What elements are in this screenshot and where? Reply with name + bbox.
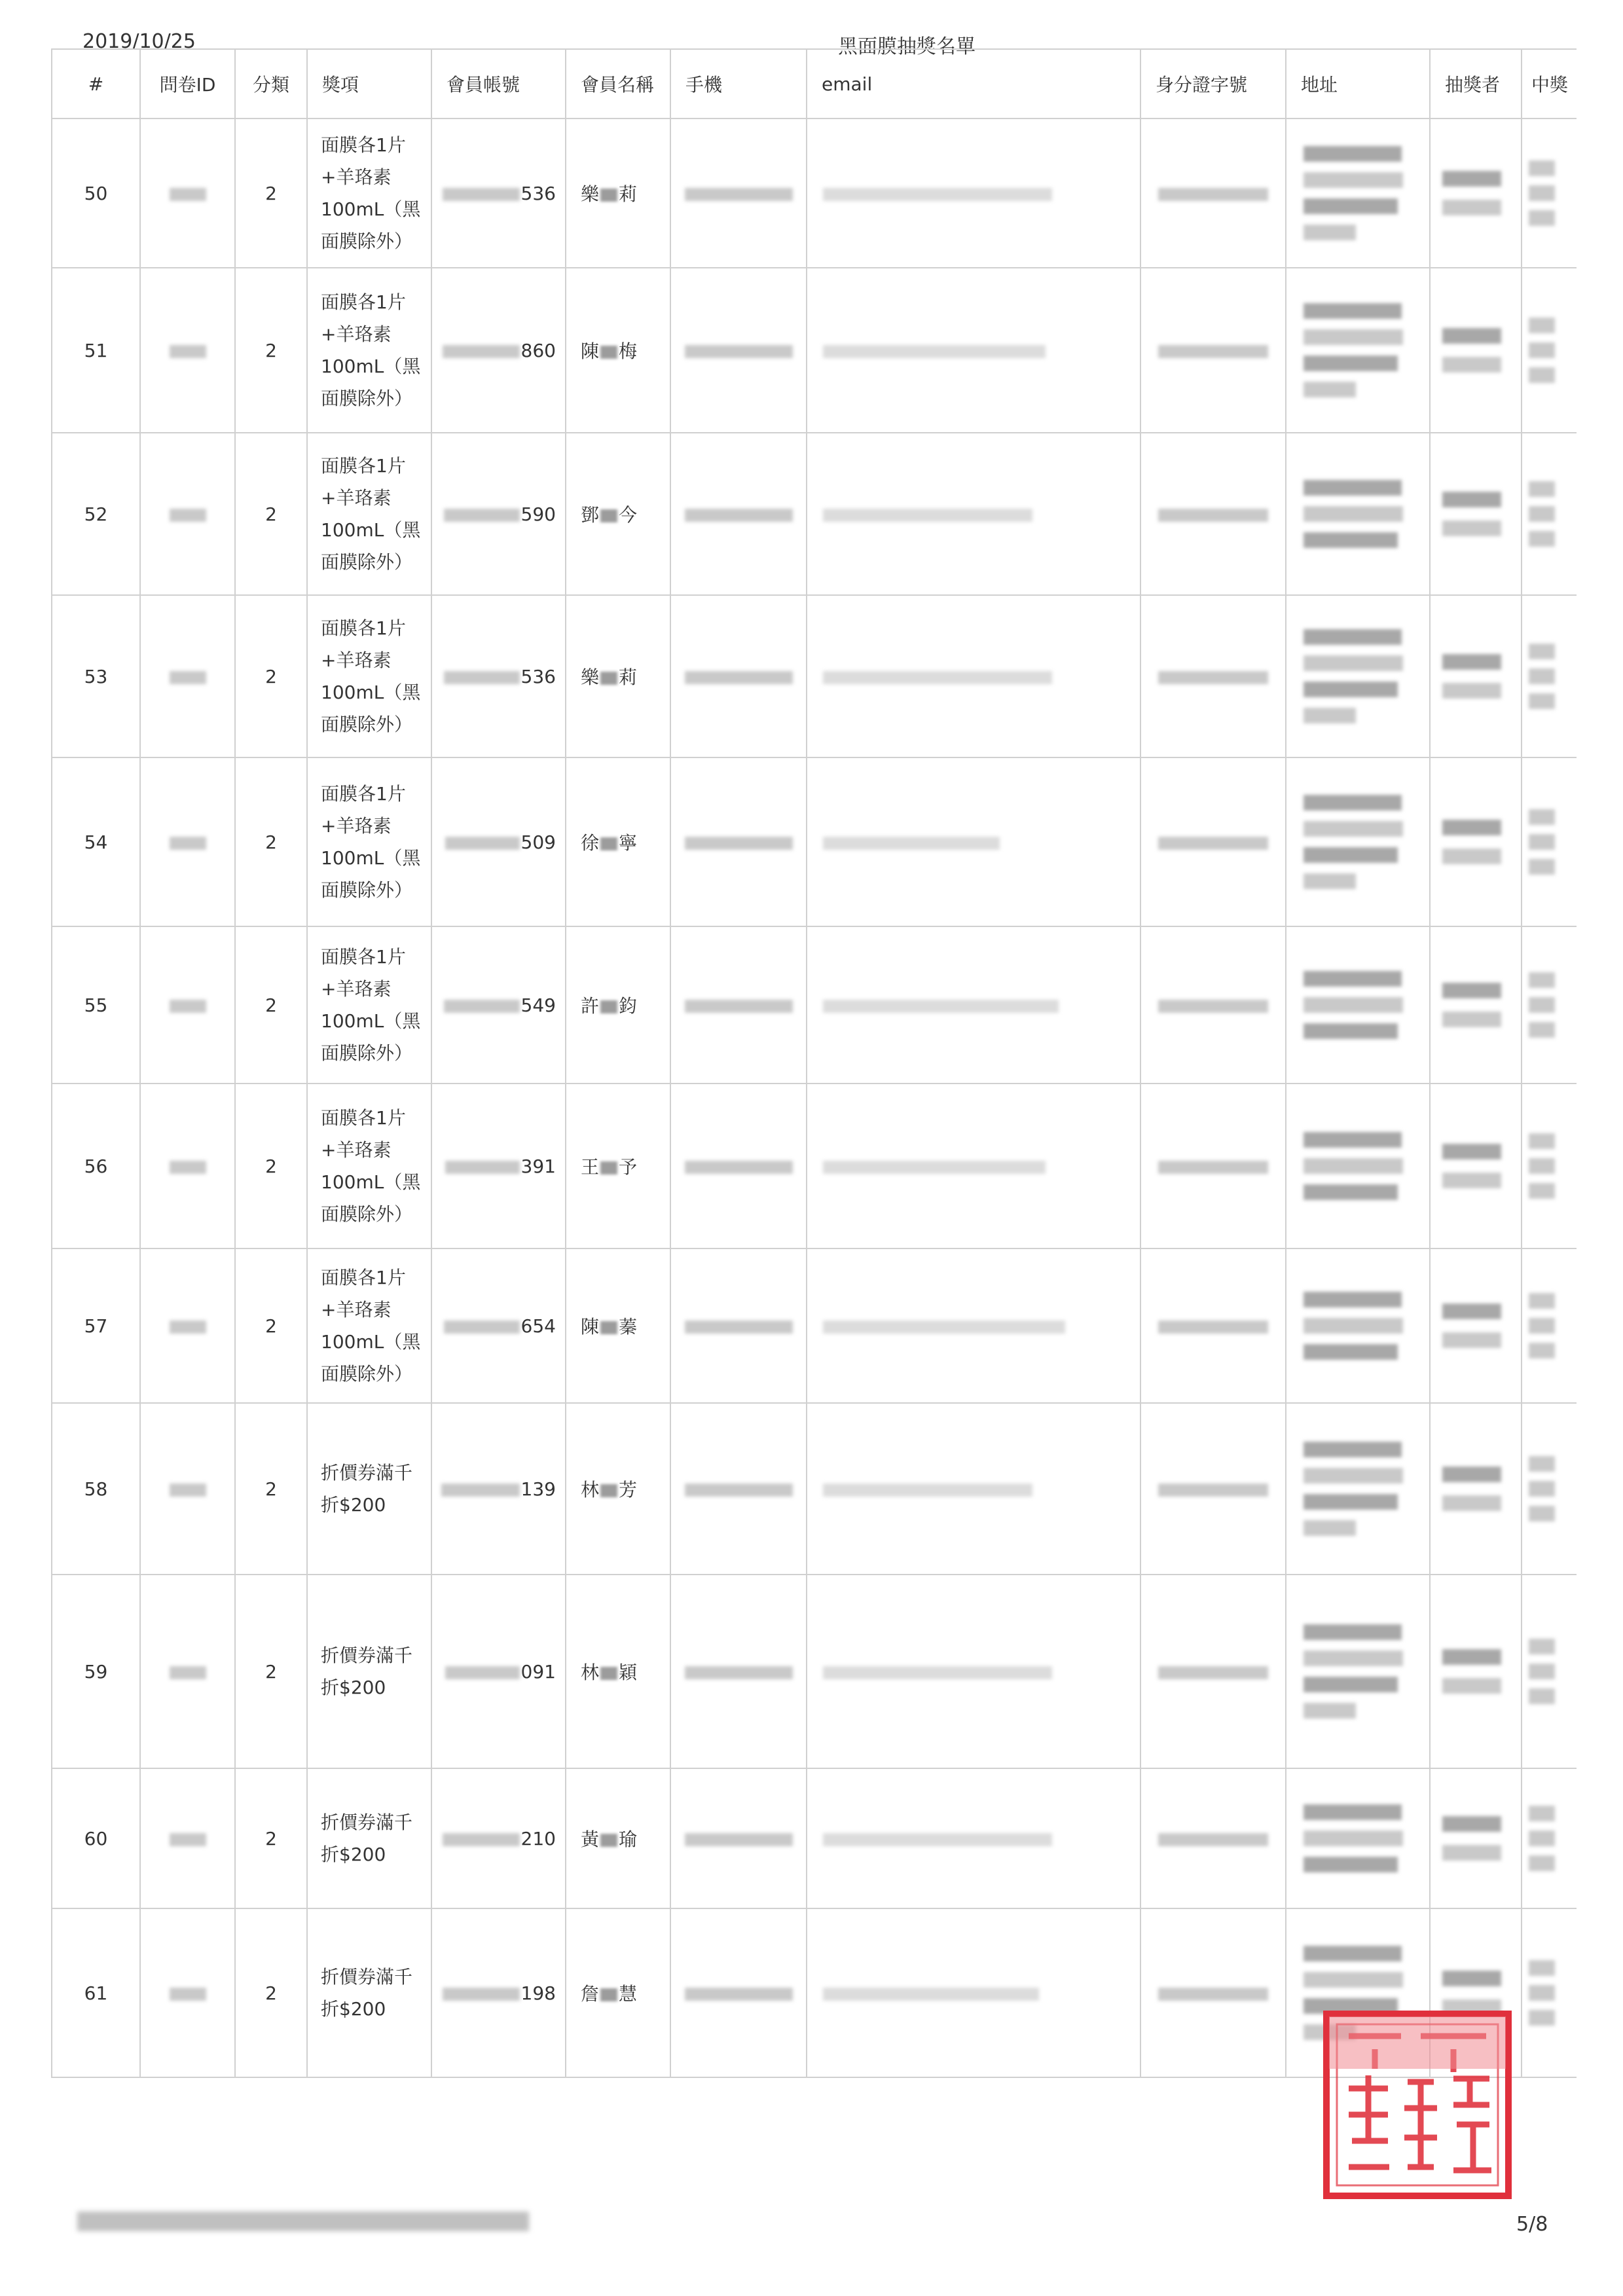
table-row [52, 1248, 1577, 1403]
category-cell: 2 [235, 595, 307, 757]
member-name-cell [566, 1403, 670, 1575]
row-number: 56 [52, 1084, 140, 1248]
email-redacted [807, 757, 1140, 926]
table-row [52, 433, 1577, 595]
drawer-redacted [1430, 595, 1522, 757]
winners-table-wrapper [51, 48, 1577, 2108]
category-cell: 2 [235, 1403, 307, 1575]
member-name-cell [566, 757, 670, 926]
prize-cell [307, 1084, 431, 1248]
prize-line: 100mL（黑 [321, 682, 421, 703]
category-cell: 2 [235, 118, 307, 268]
account-suffix: 549 [520, 994, 556, 1016]
category-cell: 2 [235, 433, 307, 595]
id-number-redacted [1140, 268, 1286, 433]
email-redacted [807, 268, 1140, 433]
member-name-cell [566, 1908, 670, 2077]
survey-id-redacted [140, 1084, 235, 1248]
account-cell [431, 268, 566, 433]
name-first-char: 陳 [581, 340, 600, 362]
col-header-member-name: 會員名稱 [566, 49, 670, 118]
name-last-char: 瑜 [619, 1829, 638, 1850]
prize-line: 折價券滿千 [321, 1812, 413, 1833]
prize-line: 折$200 [321, 1494, 386, 1516]
col-header-email: email [807, 49, 1140, 118]
account-cell [431, 433, 566, 595]
prize-line: 面膜除外） [321, 1363, 413, 1385]
address-redacted [1286, 1768, 1430, 1908]
prize-line: +羊珞素 [321, 978, 392, 1000]
name-last-char: 梅 [619, 340, 638, 362]
table-row [52, 1768, 1577, 1908]
prize-line: 面膜各1片 [321, 946, 406, 968]
drawer-redacted [1430, 433, 1522, 595]
col-header-id-number: 身分證字號 [1140, 49, 1286, 118]
drawer-redacted [1430, 1768, 1522, 1908]
prize-line: 面膜各1片 [321, 291, 406, 313]
category-cell: 2 [235, 1084, 307, 1248]
drawer-redacted [1430, 926, 1522, 1084]
id-number-redacted [1140, 1908, 1286, 2077]
account-suffix: 590 [520, 503, 556, 525]
prize-line: 100mL（黑 [321, 1171, 421, 1193]
row-number: 52 [52, 433, 140, 595]
prize-line: 面膜除外） [321, 1203, 413, 1225]
winner-redacted [1522, 595, 1577, 757]
prize-line: 面膜各1片 [321, 1267, 406, 1288]
prize-line: 面膜除外） [321, 551, 413, 573]
account-cell [431, 1248, 566, 1403]
drawer-redacted [1430, 268, 1522, 433]
address-redacted [1286, 118, 1430, 268]
account-suffix: 509 [520, 831, 556, 853]
survey-id-redacted [140, 1403, 235, 1575]
drawer-redacted [1430, 757, 1522, 926]
name-first-char: 詹 [581, 1983, 600, 2005]
category-cell: 2 [235, 1248, 307, 1403]
col-header-mobile: 手機 [670, 49, 807, 118]
name-last-char: 今 [619, 504, 638, 526]
id-number-redacted [1140, 595, 1286, 757]
row-number: 60 [52, 1768, 140, 1908]
address-redacted [1286, 926, 1430, 1084]
mobile-redacted [670, 595, 807, 757]
table-row [52, 595, 1577, 757]
id-number-redacted [1140, 1248, 1286, 1403]
member-name-cell [566, 1575, 670, 1768]
prize-line: 面膜除外） [321, 230, 413, 252]
member-name-cell [566, 1084, 670, 1248]
member-name-cell [566, 1248, 670, 1403]
row-number: 50 [52, 118, 140, 268]
name-first-char: 徐 [581, 832, 600, 854]
prize-cell [307, 1908, 431, 2077]
id-number-redacted [1140, 757, 1286, 926]
address-redacted [1286, 268, 1430, 433]
col-header-num: # [52, 49, 140, 118]
id-number-redacted [1140, 433, 1286, 595]
prize-cell [307, 118, 431, 268]
print-date: 2019/10/25 [82, 30, 196, 53]
mobile-redacted [670, 757, 807, 926]
row-number: 61 [52, 1908, 140, 2077]
member-name-cell [566, 118, 670, 268]
prize-line: 折價券滿千 [321, 1966, 413, 1988]
address-redacted [1286, 757, 1430, 926]
col-header-prize: 獎項 [307, 49, 431, 118]
account-suffix: 391 [520, 1155, 556, 1177]
prize-line: 100mL（黑 [321, 519, 421, 541]
drawer-redacted [1430, 118, 1522, 268]
account-suffix: 210 [520, 1827, 556, 1850]
mobile-redacted [670, 433, 807, 595]
email-redacted [807, 1575, 1140, 1768]
name-last-char: 慧 [619, 1983, 638, 2005]
survey-id-redacted [140, 118, 235, 268]
col-header-survey-id: 問卷ID [140, 49, 235, 118]
name-last-char: 穎 [619, 1662, 638, 1683]
prize-line: 面膜各1片 [321, 1107, 406, 1129]
mobile-redacted [670, 1908, 807, 2077]
account-cell [431, 757, 566, 926]
survey-id-redacted [140, 595, 235, 757]
email-redacted [807, 926, 1140, 1084]
prize-line: 面膜各1片 [321, 617, 406, 639]
account-suffix: 654 [520, 1315, 556, 1337]
category-cell: 2 [235, 926, 307, 1084]
mobile-redacted [670, 1768, 807, 1908]
prize-line: 100mL（黑 [321, 847, 421, 869]
survey-id-redacted [140, 926, 235, 1084]
name-first-char: 樂 [581, 666, 600, 688]
mobile-redacted [670, 268, 807, 433]
email-redacted [807, 1248, 1140, 1403]
table-row [52, 1084, 1577, 1248]
account-cell [431, 926, 566, 1084]
email-redacted [807, 1084, 1140, 1248]
survey-id-redacted [140, 1768, 235, 1908]
table-row [52, 118, 1577, 268]
mobile-redacted [670, 1575, 807, 1768]
account-cell [431, 118, 566, 268]
prize-line: 折$200 [321, 1677, 386, 1698]
account-cell [431, 1084, 566, 1248]
drawer-redacted [1430, 1248, 1522, 1403]
prize-cell [307, 926, 431, 1084]
winner-redacted [1522, 757, 1577, 926]
prize-line: 折$200 [321, 1998, 386, 2020]
prize-line: +羊珞素 [321, 1299, 392, 1321]
account-suffix: 091 [520, 1660, 556, 1683]
member-name-cell [566, 1768, 670, 1908]
prize-line: 面膜除外） [321, 1042, 413, 1064]
name-first-char: 黃 [581, 1829, 600, 1850]
mobile-redacted [670, 1248, 807, 1403]
account-cell [431, 595, 566, 757]
category-cell: 2 [235, 1768, 307, 1908]
name-last-char: 寧 [619, 832, 638, 854]
name-first-char: 陳 [581, 1316, 600, 1338]
prize-line: 折價券滿千 [321, 1645, 413, 1666]
table-row [52, 757, 1577, 926]
row-number: 54 [52, 757, 140, 926]
prize-line: 100mL（黑 [321, 355, 421, 377]
email-redacted [807, 1908, 1140, 2077]
row-number: 55 [52, 926, 140, 1084]
table-row [52, 1403, 1577, 1575]
row-number: 58 [52, 1403, 140, 1575]
prize-line: +羊珞素 [321, 649, 392, 671]
prize-cell [307, 433, 431, 595]
id-number-redacted [1140, 926, 1286, 1084]
address-redacted [1286, 1248, 1430, 1403]
winner-redacted [1522, 1575, 1577, 1768]
email-redacted [807, 118, 1140, 268]
account-suffix: 139 [520, 1478, 556, 1500]
prize-cell [307, 1768, 431, 1908]
table-header-row [52, 49, 1577, 118]
account-cell [431, 1768, 566, 1908]
prize-line: 面膜除外） [321, 714, 413, 735]
account-suffix: 536 [520, 665, 556, 687]
col-header-account: 會員帳號 [431, 49, 566, 118]
prize-line: +羊珞素 [321, 1139, 392, 1161]
mobile-redacted [670, 118, 807, 268]
survey-id-redacted [140, 268, 235, 433]
row-number: 59 [52, 1575, 140, 1768]
row-number: 53 [52, 595, 140, 757]
mobile-redacted [670, 926, 807, 1084]
prize-line: 100mL（黑 [321, 1331, 421, 1353]
table-row [52, 1575, 1577, 1768]
winner-redacted [1522, 926, 1577, 1084]
winner-redacted [1522, 1403, 1577, 1575]
prize-line: +羊珞素 [321, 323, 392, 345]
prize-cell [307, 1575, 431, 1768]
address-redacted [1286, 1403, 1430, 1575]
footer-url-redacted [77, 2212, 529, 2231]
address-redacted [1286, 1575, 1430, 1768]
prize-line: 面膜各1片 [321, 134, 406, 156]
name-first-char: 許 [581, 995, 600, 1017]
drawer-redacted [1430, 1084, 1522, 1248]
name-first-char: 林 [581, 1479, 600, 1501]
category-cell: 2 [235, 757, 307, 926]
winner-redacted [1522, 1248, 1577, 1403]
survey-id-redacted [140, 757, 235, 926]
survey-id-redacted [140, 1908, 235, 2077]
winner-redacted [1522, 433, 1577, 595]
id-number-redacted [1140, 118, 1286, 268]
row-number: 51 [52, 268, 140, 433]
prize-line: 折$200 [321, 1844, 386, 1865]
winner-redacted [1522, 268, 1577, 433]
account-cell [431, 1575, 566, 1768]
col-header-winner: 中獎 [1522, 49, 1577, 118]
prize-line: 100mL（黑 [321, 1010, 421, 1032]
name-last-char: 莉 [619, 666, 638, 688]
survey-id-redacted [140, 433, 235, 595]
prize-line: 100mL（黑 [321, 198, 421, 220]
email-redacted [807, 595, 1140, 757]
account-suffix: 536 [520, 182, 556, 204]
name-first-char: 林 [581, 1662, 600, 1683]
survey-id-redacted [140, 1575, 235, 1768]
col-header-address: 地址 [1286, 49, 1430, 118]
prize-line: +羊珞素 [321, 166, 392, 188]
prize-line: 折價券滿千 [321, 1462, 413, 1484]
address-redacted [1286, 1084, 1430, 1248]
prize-cell [307, 757, 431, 926]
table-row [52, 268, 1577, 433]
name-last-char: 莉 [619, 183, 638, 205]
account-cell [431, 1908, 566, 2077]
id-number-redacted [1140, 1575, 1286, 1768]
email-redacted [807, 1768, 1140, 1908]
name-first-char: 樂 [581, 183, 600, 205]
name-last-char: 予 [619, 1156, 638, 1178]
prize-cell [307, 1403, 431, 1575]
name-first-char: 王 [581, 1156, 600, 1178]
document-title: 黑面膜抽獎名單 [838, 35, 976, 58]
name-last-char: 鈞 [619, 995, 638, 1017]
drawer-redacted [1430, 1575, 1522, 1768]
col-header-drawer: 抽獎者 [1430, 49, 1522, 118]
winner-redacted [1522, 118, 1577, 268]
address-redacted [1286, 433, 1430, 595]
prize-line: 面膜除外） [321, 879, 413, 901]
account-suffix: 860 [520, 339, 556, 361]
prize-line: 面膜各1片 [321, 783, 406, 805]
category-cell: 2 [235, 1908, 307, 2077]
row-number: 57 [52, 1248, 140, 1403]
col-header-category: 分類 [235, 49, 307, 118]
email-redacted [807, 1403, 1140, 1575]
member-name-cell [566, 926, 670, 1084]
account-cell [431, 1403, 566, 1575]
mobile-redacted [670, 1084, 807, 1248]
member-name-cell [566, 595, 670, 757]
id-number-redacted [1140, 1768, 1286, 1908]
winners-table [51, 48, 1577, 2078]
id-number-redacted [1140, 1403, 1286, 1575]
prize-line: +羊珞素 [321, 815, 392, 837]
winner-redacted [1522, 1908, 1577, 2077]
prize-cell [307, 1248, 431, 1403]
prize-line: +羊珞素 [321, 487, 392, 509]
prize-cell [307, 595, 431, 757]
company-seal-stamp [1322, 2010, 1512, 2200]
account-suffix: 198 [520, 1982, 556, 2004]
address-redacted [1286, 595, 1430, 757]
mobile-redacted [670, 1403, 807, 1575]
drawer-redacted [1430, 1403, 1522, 1575]
category-cell: 2 [235, 1575, 307, 1768]
name-first-char: 鄧 [581, 504, 600, 526]
winner-redacted [1522, 1768, 1577, 1908]
table-row [52, 926, 1577, 1084]
prize-cell [307, 268, 431, 433]
category-cell: 2 [235, 268, 307, 433]
page-number: 5/8 [1516, 2213, 1548, 2236]
prize-line: 面膜除外） [321, 388, 413, 409]
survey-id-redacted [140, 1248, 235, 1403]
name-last-char: 蓁 [619, 1316, 638, 1338]
winner-redacted [1522, 1084, 1577, 1248]
id-number-redacted [1140, 1084, 1286, 1248]
member-name-cell [566, 433, 670, 595]
email-redacted [807, 433, 1140, 595]
member-name-cell [566, 268, 670, 433]
prize-line: 面膜各1片 [321, 455, 406, 477]
name-last-char: 芳 [619, 1479, 638, 1501]
